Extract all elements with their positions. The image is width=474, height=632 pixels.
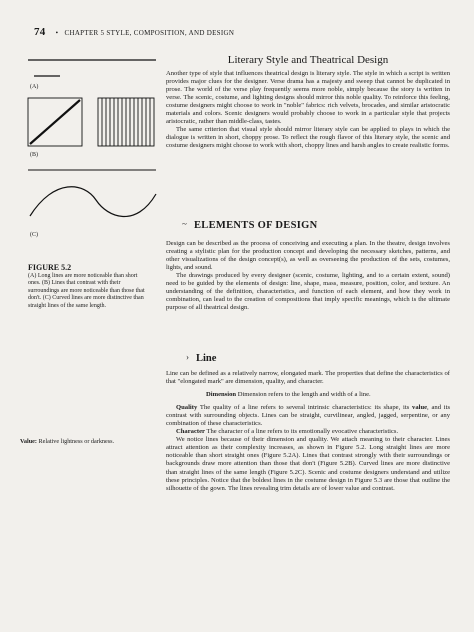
caption-b: (B) Lines that contrast with their surroundings are more noticeable than those that don't. xyxy=(28,280,145,301)
figure-caption-title: FIGURE 5.2 xyxy=(28,263,72,272)
running-header xyxy=(34,26,234,38)
curved-line xyxy=(30,187,156,217)
quality-paragraph xyxy=(166,404,450,428)
caption-a: (A) Long lines are more noticeable than short ones. xyxy=(28,272,138,286)
figure-label-b: (B) xyxy=(30,152,38,158)
quality-text-a: The quality of a line refers to several intrinsic characteristics: its shape, its xyxy=(199,404,413,412)
term-character: Character xyxy=(176,428,205,436)
header-bullet: • xyxy=(55,29,59,37)
term-quality: Quality xyxy=(176,404,198,412)
dimension-text: Dimension refers to the length and width of a line. xyxy=(237,391,371,399)
section-elements-body xyxy=(166,240,450,312)
annotation-mark: › xyxy=(186,352,189,362)
section-title-line: Line xyxy=(196,353,217,364)
section-title-elements-of-design: ELEMENTS OF DESIGN xyxy=(194,220,318,231)
character-text: The character of a line refers to its emotionally evocative characteristics. xyxy=(206,428,399,436)
dimension-paragraph xyxy=(166,391,450,399)
character-paragraph xyxy=(166,428,450,436)
annotation-mark: ~ xyxy=(182,219,187,229)
paragraph: The drawings produced by every designer (scenic, costume, lighting, and to a certain extent, sound) need to be guided by the elements of design: line, shape, mass, measure, position, color, and texture. An understanding of the definition, characteristics, and function of each element, and how they work in combination, can lead to the creation of compositions that imply specific meanings, which is the ultimate purpose of all theatrical design. xyxy=(166,272,450,312)
paragraph: We notice lines because of their dimension and quality. We attach meaning to their character. Lines attract attention as their complexity increases, as shown in Figure 5.2. Long straight lines are more noticeable than short straight ones (Figure 5.2A). Lines that contrast strongly with their surroundings or backgrounds draw more attention than those that don't (Figure 5.2B). Curved lines are more distinctive than straight lines of the same length (Figure 5.2C). Scenic and costume designers understand and utilize these principles. Notice that the boldest lines in the costume design in Figure 5.3 are those that outline the silhouette of the gown. The lines revealing trim details are of lower value and contrast. xyxy=(166,436,450,492)
paragraph: Another type of style that influences theatrical design is literary style. The style in which a script is written provides major clues for the designer. Verse drama has a majesty and sweep that cannot be duplicated in prose. The world of the verse play frequently seems more noble, simply because the story is written in verse. The scenic, costume, and lighting designs should mirror this noble quality. To reinforce this feeling, costume designers might choose to work in "noble" fabrics: rich velvets, brocades, and similar aristocratic materials and colors. Scenic designers would probably choose to work in a particular style that projects aristocratic, rather than middle-class, tastes. xyxy=(166,70,450,126)
margin-note-term: Value: xyxy=(20,438,37,445)
section-line-body xyxy=(166,370,450,493)
term-dimension: Dimension xyxy=(206,391,237,399)
caption-c: (C) Curved lines are more distinctive than straight lines of the same length. xyxy=(28,295,144,309)
chapter-title: CHAPTER 5 STYLE, COMPOSITION, AND DESIGN xyxy=(64,29,235,37)
figure-label-a: (A) xyxy=(30,84,39,90)
margin-note xyxy=(20,438,160,445)
figure-label-c: (C) xyxy=(30,232,38,238)
diagonal-line xyxy=(30,100,80,144)
term-value: value xyxy=(412,404,428,412)
paragraph: Design can be described as the process of conceiving and executing a plan. In the theatre, design involves creating a stylistic plan for the production concept and developing the necessary sketches, patterns, and other visualizations of the design concept(s), as well as overseeing the production of the sets, costumes, lights, and sound. xyxy=(166,240,450,272)
paragraph: Line can be defined as a relatively narrow, elongated mark. The properties that define the characteristics of that "elongated mark" are dimension, quality, and character. xyxy=(166,370,450,386)
quality-text-b: , and its contrast with surrounding objects. Lines can be straight, curvilinear, angled, jagged, serpentine, or any combination of these characteristics. xyxy=(166,404,451,428)
section-title-literary-style: Literary Style and Theatrical Design xyxy=(227,54,389,66)
page-number: 74 xyxy=(34,26,46,38)
stripes xyxy=(102,98,150,146)
paragraph: The same criterion that visual style should mirror literary style can be applied to plays in which the dialogue is written in short, choppy prose. To reflect the rough flavor of this literary style, the scenic and costume designers might choose to work with short, choppy lines and harsh angles to create realistic forms. xyxy=(166,126,450,150)
section-literary-style-body xyxy=(166,70,450,150)
figure-caption xyxy=(28,264,148,310)
margin-note-text: Relative lightness or darkness. xyxy=(38,438,115,445)
figure-5-2-illustration xyxy=(26,58,160,238)
